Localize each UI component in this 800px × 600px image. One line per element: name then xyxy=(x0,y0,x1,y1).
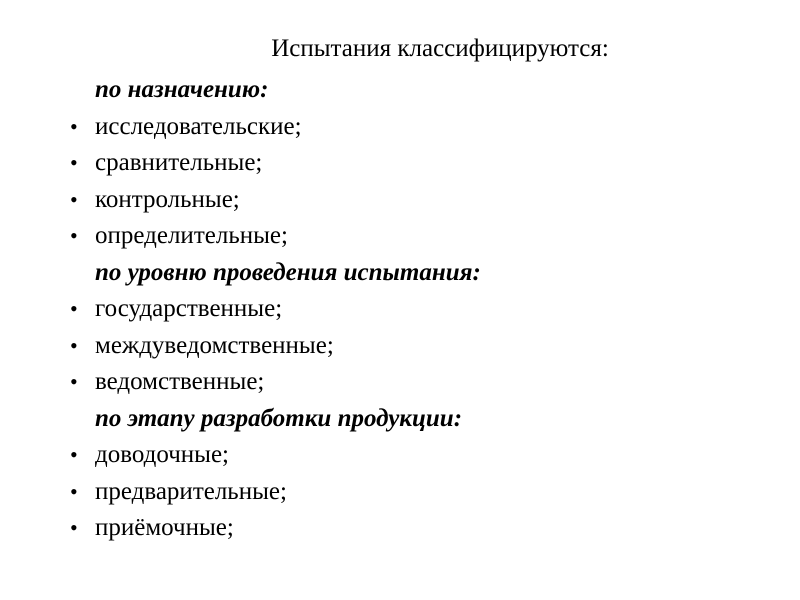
bullet-icon: • xyxy=(70,296,78,321)
list-item xyxy=(70,510,790,547)
classification-list xyxy=(70,72,790,547)
bullet-icon: • xyxy=(70,113,78,139)
bullet-icon: • xyxy=(70,478,78,504)
list-item xyxy=(70,474,790,511)
list-item xyxy=(70,145,790,182)
list-item xyxy=(70,437,790,474)
bullet-icon: • xyxy=(70,223,78,248)
list-item-label: государственные; xyxy=(95,295,283,322)
group-heading-purpose: по назначению: xyxy=(95,76,269,103)
list-item xyxy=(70,291,790,328)
list-item xyxy=(70,328,790,365)
list-item-label: предварительные; xyxy=(95,477,287,505)
list-item xyxy=(70,109,790,146)
bullet-icon: • xyxy=(70,369,78,394)
list-item xyxy=(70,364,790,401)
bullet-icon: • xyxy=(70,442,78,467)
list-item-label: доводочные; xyxy=(95,441,229,468)
list-item-label: контрольные; xyxy=(95,185,240,213)
list-item-label: сравнительные; xyxy=(95,149,263,176)
list-item xyxy=(70,182,790,219)
list-item-label: исследовательские; xyxy=(95,112,302,140)
group-heading-stage: по этапу разработки продукции: xyxy=(95,404,463,432)
bullet-icon: • xyxy=(70,515,78,540)
slide-title: Испытания классифицируются: xyxy=(271,35,609,62)
group-heading-level: по уровню проведения испытания: xyxy=(95,258,481,286)
bullet-icon: • xyxy=(70,150,78,175)
list-item xyxy=(70,218,790,255)
bullet-icon: • xyxy=(70,332,78,358)
list-item-label: ведомственные; xyxy=(95,368,265,395)
list-item-label: междуведомственные; xyxy=(95,331,334,359)
list-item-label: определительные; xyxy=(95,222,288,249)
bullet-icon: • xyxy=(70,186,78,212)
list-item-label: приёмочные; xyxy=(95,514,234,541)
